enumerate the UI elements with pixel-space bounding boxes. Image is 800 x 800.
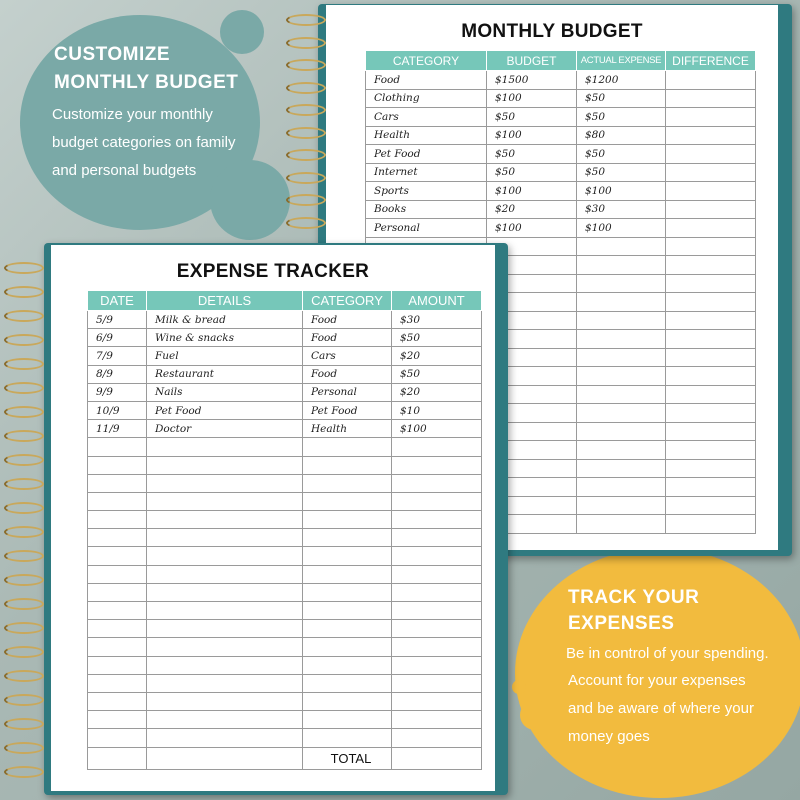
actual-expense-cell: $50 bbox=[577, 163, 666, 182]
table-row bbox=[88, 383, 482, 401]
empty-cell bbox=[392, 656, 482, 674]
empty-cell bbox=[666, 311, 756, 330]
empty-cell bbox=[88, 692, 147, 710]
empty-cell bbox=[577, 311, 666, 330]
amount-cell: $20 bbox=[392, 347, 482, 365]
empty-table-row bbox=[88, 547, 482, 565]
empty-cell bbox=[392, 729, 482, 747]
spiral-ring bbox=[4, 454, 44, 466]
customize-text-line1: Customize your monthly bbox=[52, 106, 213, 123]
spiral-ring bbox=[4, 598, 44, 610]
empty-cell bbox=[392, 547, 482, 565]
empty-cell bbox=[147, 638, 303, 656]
budget-cell: $20 bbox=[487, 200, 577, 219]
empty-cell bbox=[392, 529, 482, 547]
spiral-ring bbox=[4, 478, 44, 490]
empty-cell bbox=[303, 674, 392, 692]
empty-table-row bbox=[88, 492, 482, 510]
table-row bbox=[366, 108, 756, 127]
customize-text-line2: budget categories on family bbox=[52, 134, 236, 151]
date-cell: 10/9 bbox=[88, 401, 147, 419]
spiral-ring bbox=[286, 194, 326, 206]
spiral-binding-bottom bbox=[4, 262, 46, 792]
empty-cell bbox=[147, 602, 303, 620]
difference-cell bbox=[666, 163, 756, 182]
category-cell: Food bbox=[303, 365, 392, 383]
teal-bubble-small bbox=[220, 10, 264, 54]
empty-cell bbox=[577, 293, 666, 312]
empty-cell bbox=[303, 492, 392, 510]
empty-cell bbox=[88, 492, 147, 510]
spiral-ring bbox=[286, 127, 326, 139]
spiral-ring bbox=[4, 430, 44, 442]
gold-bubble-small bbox=[512, 680, 526, 694]
spiral-ring bbox=[286, 14, 326, 26]
spiral-ring bbox=[4, 574, 44, 586]
spiral-ring bbox=[286, 172, 326, 184]
customize-text-line3: and personal budgets bbox=[52, 162, 197, 179]
budget-cell: $100 bbox=[487, 126, 577, 145]
difference-cell bbox=[666, 219, 756, 238]
empty-cell bbox=[666, 422, 756, 441]
empty-cell bbox=[392, 474, 482, 492]
empty-cell bbox=[303, 456, 392, 474]
empty-cell bbox=[577, 330, 666, 349]
category-cell: Books bbox=[366, 200, 487, 219]
amount-cell: $50 bbox=[392, 329, 482, 347]
empty-table-row bbox=[88, 583, 482, 601]
empty-cell bbox=[392, 674, 482, 692]
empty-cell bbox=[392, 492, 482, 510]
spiral-ring bbox=[4, 670, 44, 682]
column-header-budget: BUDGET bbox=[487, 51, 577, 71]
empty-cell bbox=[666, 237, 756, 256]
spiral-ring bbox=[4, 742, 44, 754]
empty-cell bbox=[303, 602, 392, 620]
spiral-ring bbox=[4, 334, 44, 346]
empty-cell bbox=[88, 529, 147, 547]
empty-cell bbox=[577, 478, 666, 497]
table-row bbox=[366, 200, 756, 219]
empty-table-row bbox=[88, 438, 482, 456]
empty-cell bbox=[577, 496, 666, 515]
empty-cell bbox=[392, 620, 482, 638]
spiral-ring bbox=[4, 358, 44, 370]
difference-cell bbox=[666, 89, 756, 108]
track-text-line1: Be in control of your spending. bbox=[566, 645, 769, 662]
budget-cell: $100 bbox=[487, 182, 577, 201]
monthly-budget-title: MONTHLY BUDGET bbox=[461, 21, 643, 42]
track-title-line1: TRACK YOUR bbox=[568, 587, 700, 608]
table-row bbox=[88, 311, 482, 329]
column-header-date: DATE bbox=[88, 291, 147, 311]
spiral-ring bbox=[4, 406, 44, 418]
empty-cell bbox=[147, 492, 303, 510]
actual-expense-cell: $1200 bbox=[577, 71, 666, 90]
track-text-line4: money goes bbox=[568, 728, 650, 745]
empty-cell bbox=[147, 729, 303, 747]
empty-cell bbox=[88, 511, 147, 529]
actual-expense-cell: $50 bbox=[577, 89, 666, 108]
actual-expense-cell: $100 bbox=[577, 182, 666, 201]
empty-cell bbox=[392, 583, 482, 601]
spiral-ring bbox=[4, 622, 44, 634]
empty-cell bbox=[666, 478, 756, 497]
empty-cell bbox=[147, 511, 303, 529]
difference-cell bbox=[666, 71, 756, 90]
category-cell: Personal bbox=[303, 383, 392, 401]
empty-cell bbox=[88, 674, 147, 692]
spiral-ring bbox=[4, 646, 44, 658]
empty-cell bbox=[303, 547, 392, 565]
empty-cell bbox=[147, 547, 303, 565]
table-row bbox=[88, 401, 482, 419]
empty-cell bbox=[666, 404, 756, 423]
empty-table-row bbox=[88, 565, 482, 583]
details-cell: Milk & bread bbox=[147, 311, 303, 329]
empty-cell bbox=[666, 293, 756, 312]
customize-title-line1: CUSTOMIZE bbox=[54, 44, 171, 65]
details-cell: Nails bbox=[147, 383, 303, 401]
empty-cell bbox=[666, 367, 756, 386]
actual-expense-cell: $50 bbox=[577, 145, 666, 164]
spiral-ring bbox=[4, 526, 44, 538]
empty-table-row bbox=[88, 692, 482, 710]
empty-table-row bbox=[88, 656, 482, 674]
expense-tracker-table bbox=[87, 290, 482, 770]
column-header-actual-expense: ACTUAL EXPENSE bbox=[577, 51, 666, 71]
empty-cell bbox=[392, 602, 482, 620]
spiral-ring bbox=[286, 149, 326, 161]
empty-cell bbox=[88, 638, 147, 656]
empty-cell bbox=[577, 515, 666, 534]
difference-cell bbox=[666, 126, 756, 145]
category-cell: Clothing bbox=[366, 89, 487, 108]
column-header-difference: DIFFERENCE bbox=[666, 51, 756, 71]
spiral-ring bbox=[4, 550, 44, 562]
empty-table-row bbox=[88, 529, 482, 547]
date-cell: 5/9 bbox=[88, 311, 147, 329]
empty-cell bbox=[577, 441, 666, 460]
category-cell: Health bbox=[303, 420, 392, 438]
amount-cell: $100 bbox=[392, 420, 482, 438]
empty-cell bbox=[147, 711, 303, 729]
category-cell: Food bbox=[303, 311, 392, 329]
amount-cell: $10 bbox=[392, 401, 482, 419]
empty-cell bbox=[147, 656, 303, 674]
amount-cell: $30 bbox=[392, 311, 482, 329]
budget-cell: $100 bbox=[487, 89, 577, 108]
empty-cell bbox=[88, 456, 147, 474]
budget-cell: $50 bbox=[487, 145, 577, 164]
empty-table-row bbox=[88, 711, 482, 729]
empty-cell bbox=[666, 459, 756, 478]
actual-expense-cell: $30 bbox=[577, 200, 666, 219]
date-cell: 8/9 bbox=[88, 365, 147, 383]
empty-cell bbox=[88, 656, 147, 674]
empty-cell bbox=[577, 348, 666, 367]
category-cell: Internet bbox=[366, 163, 487, 182]
empty-cell bbox=[303, 656, 392, 674]
track-text-line3: and be aware of where your bbox=[568, 700, 754, 717]
details-cell: Pet Food bbox=[147, 401, 303, 419]
empty-cell bbox=[147, 456, 303, 474]
empty-cell bbox=[392, 711, 482, 729]
empty-cell bbox=[577, 274, 666, 293]
empty-cell bbox=[88, 583, 147, 601]
budget-cell: $50 bbox=[487, 108, 577, 127]
budget-cell: $50 bbox=[487, 163, 577, 182]
empty-cell bbox=[88, 620, 147, 638]
category-cell: Pet Food bbox=[303, 401, 392, 419]
category-cell: Sports bbox=[366, 182, 487, 201]
total-row bbox=[88, 747, 482, 769]
empty-cell bbox=[147, 438, 303, 456]
empty-cell bbox=[303, 729, 392, 747]
empty-cell bbox=[88, 474, 147, 492]
empty-cell bbox=[392, 692, 482, 710]
table-row bbox=[88, 347, 482, 365]
empty-table-row bbox=[88, 729, 482, 747]
column-header-amount: AMOUNT bbox=[392, 291, 482, 311]
track-title-line2: EXPENSES bbox=[568, 613, 675, 634]
category-cell: Food bbox=[303, 329, 392, 347]
category-cell: Cars bbox=[303, 347, 392, 365]
details-cell: Restaurant bbox=[147, 365, 303, 383]
empty-cell bbox=[577, 459, 666, 478]
difference-cell bbox=[666, 200, 756, 219]
spiral-ring bbox=[4, 718, 44, 730]
empty-cell bbox=[88, 438, 147, 456]
table-row bbox=[88, 329, 482, 347]
empty-cell bbox=[147, 620, 303, 638]
empty-cell bbox=[303, 565, 392, 583]
empty-cell bbox=[577, 367, 666, 386]
date-cell: 11/9 bbox=[88, 420, 147, 438]
category-cell: Personal bbox=[366, 219, 487, 238]
spiral-ring bbox=[4, 286, 44, 298]
empty-cell bbox=[303, 711, 392, 729]
track-text-line2: Account for your expenses bbox=[568, 672, 746, 689]
empty-cell bbox=[303, 583, 392, 601]
category-cell: Cars bbox=[366, 108, 487, 127]
table-row bbox=[366, 145, 756, 164]
empty-cell bbox=[666, 515, 756, 534]
empty-cell bbox=[303, 692, 392, 710]
spiral-ring bbox=[286, 217, 326, 229]
empty-cell bbox=[147, 565, 303, 583]
empty-table-row bbox=[88, 674, 482, 692]
empty-cell bbox=[666, 348, 756, 367]
empty-table-row bbox=[88, 474, 482, 492]
table-row bbox=[366, 182, 756, 201]
empty-table-row bbox=[88, 602, 482, 620]
budget-cell: $100 bbox=[487, 219, 577, 238]
empty-cell bbox=[577, 422, 666, 441]
category-cell: Health bbox=[366, 126, 487, 145]
empty-cell bbox=[392, 638, 482, 656]
empty-cell bbox=[577, 237, 666, 256]
difference-cell bbox=[666, 108, 756, 127]
empty-cell bbox=[88, 565, 147, 583]
column-header-category: CATEGORY bbox=[366, 51, 487, 71]
empty-cell bbox=[303, 438, 392, 456]
empty-table-row bbox=[88, 456, 482, 474]
empty-cell bbox=[147, 529, 303, 547]
customize-title-line2: MONTHLY BUDGET bbox=[54, 72, 239, 93]
table-header-row bbox=[88, 291, 482, 311]
spiral-ring bbox=[286, 82, 326, 94]
empty-cell bbox=[303, 511, 392, 529]
difference-cell bbox=[666, 145, 756, 164]
category-cell: Pet Food bbox=[366, 145, 487, 164]
table-row bbox=[366, 219, 756, 238]
empty-cell bbox=[303, 620, 392, 638]
table-row bbox=[366, 71, 756, 90]
empty-cell bbox=[577, 404, 666, 423]
empty-cell bbox=[392, 511, 482, 529]
column-header-details: DETAILS bbox=[147, 291, 303, 311]
empty-cell bbox=[147, 674, 303, 692]
empty-cell bbox=[392, 565, 482, 583]
teal-bubble-mid bbox=[210, 160, 290, 240]
total-row-cell bbox=[392, 747, 482, 769]
empty-cell bbox=[88, 729, 147, 747]
spiral-ring bbox=[286, 59, 326, 71]
empty-cell bbox=[303, 474, 392, 492]
amount-cell: $50 bbox=[392, 365, 482, 383]
empty-cell bbox=[666, 274, 756, 293]
spiral-ring bbox=[4, 262, 44, 274]
date-cell: 6/9 bbox=[88, 329, 147, 347]
empty-cell bbox=[392, 438, 482, 456]
empty-cell bbox=[88, 711, 147, 729]
spiral-ring bbox=[286, 37, 326, 49]
empty-cell bbox=[147, 583, 303, 601]
total-label: TOTAL bbox=[303, 747, 392, 769]
empty-cell bbox=[666, 496, 756, 515]
table-header-row bbox=[366, 51, 756, 71]
spiral-ring bbox=[4, 310, 44, 322]
empty-cell bbox=[666, 441, 756, 460]
spiral-ring bbox=[4, 382, 44, 394]
spiral-ring bbox=[286, 104, 326, 116]
actual-expense-cell: $100 bbox=[577, 219, 666, 238]
empty-cell bbox=[666, 385, 756, 404]
empty-cell bbox=[577, 256, 666, 275]
empty-cell bbox=[577, 385, 666, 404]
empty-table-row bbox=[88, 620, 482, 638]
empty-cell bbox=[666, 330, 756, 349]
budget-cell: $1500 bbox=[487, 71, 577, 90]
table-row bbox=[366, 89, 756, 108]
empty-cell bbox=[303, 638, 392, 656]
empty-cell bbox=[88, 602, 147, 620]
actual-expense-cell: $50 bbox=[577, 108, 666, 127]
empty-cell bbox=[88, 547, 147, 565]
empty-cell bbox=[392, 456, 482, 474]
details-cell: Doctor bbox=[147, 420, 303, 438]
details-cell: Fuel bbox=[147, 347, 303, 365]
table-row bbox=[366, 126, 756, 145]
difference-cell bbox=[666, 182, 756, 201]
spiral-ring bbox=[4, 694, 44, 706]
total-row-cell bbox=[147, 747, 303, 769]
spiral-ring bbox=[4, 766, 44, 778]
table-row bbox=[366, 163, 756, 182]
gold-bubble-medium bbox=[520, 700, 550, 730]
total-row-cell bbox=[88, 747, 147, 769]
spiral-binding-top bbox=[286, 14, 328, 244]
date-cell: 9/9 bbox=[88, 383, 147, 401]
amount-cell: $20 bbox=[392, 383, 482, 401]
details-cell: Wine & snacks bbox=[147, 329, 303, 347]
empty-cell bbox=[303, 529, 392, 547]
table-row bbox=[88, 365, 482, 383]
column-header-category: CATEGORY bbox=[303, 291, 392, 311]
spiral-ring bbox=[4, 502, 44, 514]
empty-cell bbox=[147, 692, 303, 710]
category-cell: Food bbox=[366, 71, 487, 90]
expense-tracker-page bbox=[51, 245, 495, 791]
actual-expense-cell: $80 bbox=[577, 126, 666, 145]
empty-cell bbox=[147, 474, 303, 492]
empty-table-row bbox=[88, 638, 482, 656]
table-row bbox=[88, 420, 482, 438]
empty-cell bbox=[666, 256, 756, 275]
empty-table-row bbox=[88, 511, 482, 529]
date-cell: 7/9 bbox=[88, 347, 147, 365]
expense-tracker-title: EXPENSE TRACKER bbox=[176, 261, 370, 282]
